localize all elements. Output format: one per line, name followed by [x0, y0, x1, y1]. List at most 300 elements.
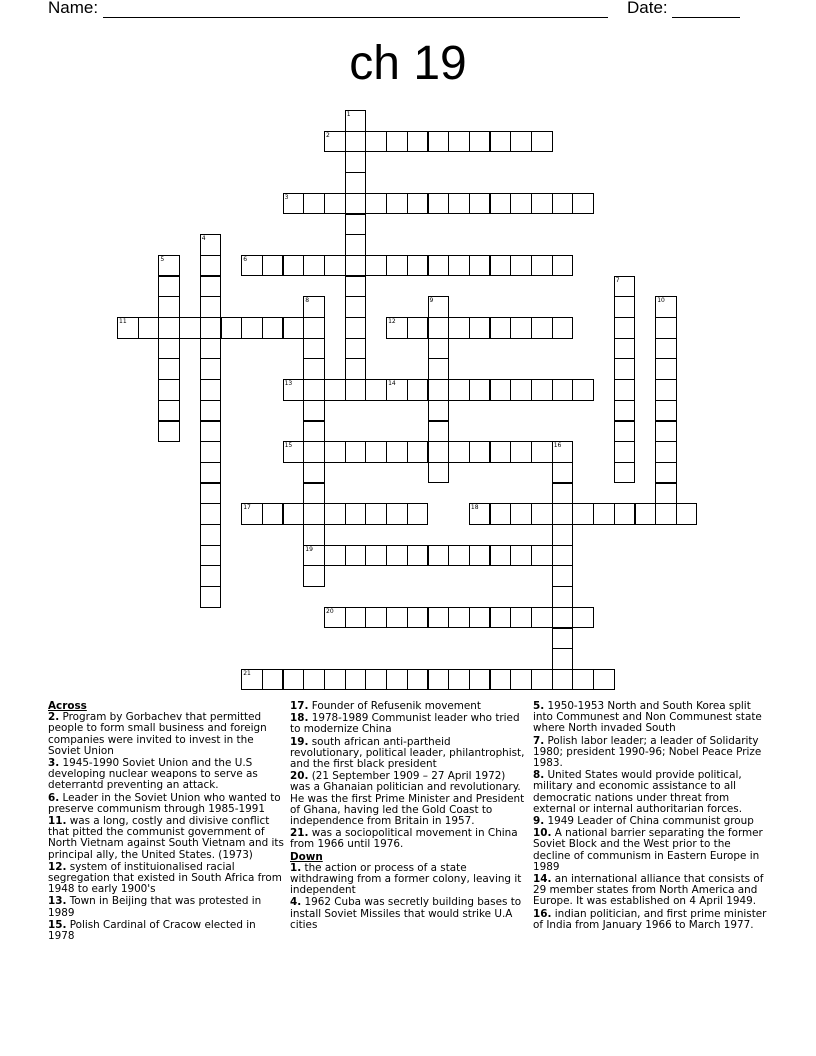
clue-number: 1 — [346, 111, 351, 118]
crossword-cell[interactable] — [345, 110, 367, 132]
crossword-cell[interactable] — [303, 296, 325, 318]
crossword-cell[interactable] — [365, 441, 387, 463]
crossword-cell[interactable] — [407, 379, 429, 401]
clue-num: 8. — [533, 769, 545, 782]
crossword-cell[interactable] — [428, 338, 450, 360]
clue-column-3 — [533, 701, 769, 932]
crossword-cell[interactable] — [407, 131, 429, 153]
crossword-cell[interactable] — [345, 338, 367, 360]
crossword-cell[interactable] — [510, 131, 532, 153]
crossword-cell[interactable] — [593, 503, 615, 525]
page-title: ch 19 — [349, 37, 467, 90]
crossword-cell[interactable] — [262, 669, 284, 691]
crossword-cell[interactable] — [490, 193, 512, 215]
crossword-cell[interactable] — [386, 545, 408, 567]
crossword-cell[interactable] — [469, 503, 491, 525]
crossword-cell[interactable] — [531, 503, 553, 525]
crossword-cell[interactable] — [490, 379, 512, 401]
crossword-cell[interactable] — [490, 317, 512, 339]
crossword-cell[interactable] — [490, 131, 512, 153]
crossword-cell[interactable] — [655, 503, 677, 525]
crossword-cell[interactable] — [386, 607, 408, 629]
crossword-cell[interactable] — [283, 193, 305, 215]
clue-num: 9. — [533, 815, 545, 828]
crossword-cell[interactable] — [428, 193, 450, 215]
crossword-cell[interactable] — [428, 296, 450, 318]
crossword-cell[interactable] — [428, 607, 450, 629]
crossword-cell[interactable] — [386, 317, 408, 339]
crossword-cell[interactable] — [531, 193, 553, 215]
crossword-cell[interactable] — [200, 421, 222, 443]
crossword-cell[interactable] — [386, 441, 408, 463]
crossword-cell[interactable] — [428, 255, 450, 277]
name-label: Name: — [48, 0, 99, 17]
crossword-cell[interactable] — [365, 503, 387, 525]
crossword-cell[interactable] — [200, 565, 222, 587]
crossword-cell[interactable] — [365, 255, 387, 277]
crossword-cell[interactable] — [469, 131, 491, 153]
across-clue — [48, 896, 284, 918]
crossword-cell[interactable] — [386, 193, 408, 215]
crossword-cell[interactable] — [200, 441, 222, 463]
crossword-cell[interactable] — [510, 255, 532, 277]
crossword-cell[interactable] — [345, 172, 367, 194]
clue-number: 8 — [305, 297, 310, 305]
crossword-cell[interactable] — [490, 545, 512, 567]
clue-number: 21 — [243, 669, 251, 677]
clue-number: 6 — [243, 255, 248, 263]
crossword-cell[interactable] — [283, 317, 305, 339]
crossword-cell[interactable] — [200, 462, 222, 484]
crossword-cell[interactable] — [635, 503, 657, 525]
clue-number: 13 — [284, 380, 293, 388]
crossword-cell[interactable] — [676, 503, 698, 525]
crossword-cell[interactable] — [365, 131, 387, 153]
crossword-cell[interactable] — [365, 379, 387, 401]
crossword-cell[interactable] — [655, 338, 677, 360]
crossword-cell[interactable] — [552, 441, 574, 463]
crossword-cell[interactable] — [324, 255, 346, 277]
crossword-cell[interactable] — [614, 400, 636, 422]
clue-text: 1978-1989 Communist leader who tried to modernize China — [290, 712, 520, 736]
crossword-cell[interactable] — [345, 131, 367, 153]
crossword-cell[interactable] — [572, 379, 594, 401]
crossword-cell[interactable] — [448, 669, 470, 691]
crossword-cell[interactable] — [614, 317, 636, 339]
crossword-cell[interactable] — [324, 131, 346, 153]
crossword-cell[interactable] — [200, 234, 222, 256]
down-clue — [533, 909, 769, 931]
crossword-cell[interactable] — [158, 296, 180, 318]
crossword-cell[interactable] — [324, 379, 346, 401]
clue-text: Polish Cardinal of Cracow elected in 1978 — [48, 918, 256, 943]
crossword-cell[interactable] — [552, 648, 574, 670]
clue-num: 1. — [290, 861, 302, 874]
crossword-cell[interactable] — [303, 483, 325, 505]
crossword-cell[interactable] — [552, 503, 574, 525]
crossword-cell[interactable] — [303, 462, 325, 484]
crossword-cell[interactable] — [531, 545, 553, 567]
crossword-cell[interactable] — [531, 669, 553, 691]
crossword-cell[interactable] — [552, 193, 574, 215]
crossword-cell[interactable] — [510, 669, 532, 691]
crossword-cell[interactable] — [593, 669, 615, 691]
crossword-cell[interactable] — [303, 669, 325, 691]
clue-num: 18. — [290, 712, 309, 725]
clue-text: Founder of Refusenik movement — [308, 700, 481, 712]
clue-num: 19. — [290, 735, 309, 748]
crossword-cell[interactable] — [324, 669, 346, 691]
across-clue — [290, 713, 526, 735]
across-clue — [48, 862, 284, 896]
clue-text: Leader in the Soviet Union who wanted to preserve communism through 1985-1991 — [48, 791, 281, 815]
crossword-cell[interactable] — [469, 193, 491, 215]
crossword-cell[interactable] — [490, 607, 512, 629]
clue-num: 21. — [290, 827, 309, 840]
clue-text: 1950-1953 North and South Korea split into Communest and Non Communest state where North invaded South — [533, 700, 762, 735]
crossword-cell[interactable] — [490, 503, 512, 525]
crossword-cell[interactable] — [262, 503, 284, 525]
crossword-cell[interactable] — [407, 255, 429, 277]
clue-text: system of instituionalised racial segregation that existed in South Africa from 1948 to early 1900's — [48, 860, 282, 896]
crossword-cell[interactable] — [428, 545, 450, 567]
crossword-cell[interactable] — [407, 607, 429, 629]
clue-text: United States would provide political, military and economic assistance to all democratic nations under threat from external or internal authoritarian forces. — [533, 769, 743, 815]
crossword-cell[interactable] — [303, 358, 325, 380]
crossword-cell[interactable] — [386, 503, 408, 525]
crossword-cell[interactable] — [303, 338, 325, 360]
clue-text: south african anti-partheid revolutionary, political leader, philantrophist, and the first black president — [290, 735, 525, 771]
crossword-cell[interactable] — [469, 379, 491, 401]
across-clue — [48, 920, 284, 942]
down-clue — [290, 863, 526, 897]
crossword-cell[interactable] — [552, 607, 574, 629]
crossword-cell[interactable] — [572, 193, 594, 215]
crossword-cell[interactable] — [428, 400, 450, 422]
down-clue — [533, 874, 769, 908]
clue-text: 1945-1990 Soviet Union and the U.S developing nuclear weapons to serve as deterrantd preventing an attack. — [48, 757, 258, 792]
crossword-cell[interactable] — [324, 545, 346, 567]
down-clue — [533, 828, 769, 873]
clue-text: an international alliance that consists of 29 member states from North America and Europe. It was established on 4 April 1949. — [533, 873, 764, 908]
crossword-cell[interactable] — [448, 193, 470, 215]
crossword-cell[interactable] — [345, 379, 367, 401]
crossword-cell[interactable] — [386, 669, 408, 691]
crossword-cell[interactable] — [510, 545, 532, 567]
crossword-cell[interactable] — [345, 669, 367, 691]
crossword-cell[interactable] — [655, 421, 677, 443]
crossword-cell[interactable] — [345, 255, 367, 277]
crossword-cell[interactable] — [655, 400, 677, 422]
crossword-cell[interactable] — [345, 151, 367, 173]
crossword-cell[interactable] — [428, 462, 450, 484]
clue-text: A national barrier separating the former Soviet Block and the West prior to the decline of communism in Eastern Europe in 1989 — [533, 827, 763, 873]
crossword-cell[interactable] — [552, 524, 574, 546]
crossword-cell[interactable] — [531, 317, 553, 339]
crossword-cell[interactable] — [365, 607, 387, 629]
crossword-cell[interactable] — [428, 441, 450, 463]
crossword-cell[interactable] — [200, 276, 222, 298]
crossword-cell[interactable] — [531, 379, 553, 401]
crossword-cell[interactable] — [469, 607, 491, 629]
clue-number: 17 — [243, 504, 251, 512]
clue-text: the action or process of a state withdrawing from a former colony, leaving it independent — [290, 861, 522, 897]
crossword-cell[interactable] — [531, 255, 553, 277]
clue-column-1 — [48, 701, 284, 943]
crossword-cell[interactable] — [407, 441, 429, 463]
crossword-cell[interactable] — [552, 317, 574, 339]
crossword-cell[interactable] — [283, 441, 305, 463]
crossword-cell[interactable] — [303, 441, 325, 463]
crossword-cell[interactable] — [324, 193, 346, 215]
clue-number: 2 — [326, 131, 330, 139]
crossword-cell[interactable] — [324, 503, 346, 525]
clue-number: 5 — [160, 255, 165, 263]
clue-number: 15 — [284, 442, 293, 450]
clue-num: 2. — [48, 711, 60, 724]
crossword-cell[interactable] — [469, 545, 491, 567]
crossword-cell[interactable] — [158, 276, 180, 298]
crossword-cell[interactable] — [345, 441, 367, 463]
crossword-cell[interactable] — [262, 255, 284, 277]
clue-text: (21 September 1909 – 27 April 1972) was a Ghanaian politician and revolutionary. He was the first Prime Minister and President of Ghana, having led the Gold Coast to independence from Britain in 1957. — [290, 770, 525, 828]
crossword-cell[interactable] — [614, 338, 636, 360]
crossword-cell[interactable] — [448, 379, 470, 401]
crossword-cell[interactable] — [614, 503, 636, 525]
crossword-cell[interactable] — [614, 358, 636, 380]
crossword-cell[interactable] — [303, 524, 325, 546]
crossword-cell[interactable] — [158, 358, 180, 380]
crossword-cell[interactable] — [386, 131, 408, 153]
down-clue — [533, 816, 769, 827]
crossword-cell[interactable] — [510, 379, 532, 401]
crossword-cell[interactable] — [552, 565, 574, 587]
crossword-cell[interactable] — [531, 131, 553, 153]
crossword-cell[interactable] — [117, 317, 139, 339]
crossword-cell[interactable] — [448, 607, 470, 629]
crossword-cell[interactable] — [283, 503, 305, 525]
crossword-cell[interactable] — [428, 317, 450, 339]
crossword-cell[interactable] — [490, 255, 512, 277]
crossword-cell[interactable] — [531, 607, 553, 629]
crossword-cell[interactable] — [510, 317, 532, 339]
crossword-cell[interactable] — [572, 503, 594, 525]
crossword-cell[interactable] — [345, 317, 367, 339]
crossword-cell[interactable] — [469, 441, 491, 463]
crossword-cell[interactable] — [510, 441, 532, 463]
crossword-cell[interactable] — [345, 234, 367, 256]
crossword-cell[interactable] — [510, 503, 532, 525]
crossword-cell[interactable] — [200, 358, 222, 380]
crossword-cell[interactable] — [428, 131, 450, 153]
crossword-cell[interactable] — [552, 462, 574, 484]
crossword-cell[interactable] — [303, 400, 325, 422]
crossword-cell[interactable] — [655, 483, 677, 505]
crossword-cell[interactable] — [303, 193, 325, 215]
across-clue — [290, 701, 526, 712]
crossword-cell[interactable] — [345, 296, 367, 318]
crossword-cell[interactable] — [655, 358, 677, 380]
clue-text: was a long, costly and divisive conflict that pitted the communist government of North Vietnam against South Vietnam and its principal ally, the United States. (1973) — [48, 815, 284, 861]
crossword-cell[interactable] — [158, 317, 180, 339]
crossword-cell[interactable] — [241, 317, 263, 339]
crossword-cell[interactable] — [407, 669, 429, 691]
crossword-cell[interactable] — [200, 483, 222, 505]
crossword-cell[interactable] — [407, 193, 429, 215]
crossword-cell[interactable] — [324, 607, 346, 629]
clue-number: 18 — [470, 504, 479, 512]
crossword-cell[interactable] — [324, 441, 346, 463]
crossword-cell[interactable] — [552, 628, 574, 650]
section-heading: Down — [290, 850, 323, 863]
crossword-cell[interactable] — [158, 379, 180, 401]
crossword-cell[interactable] — [365, 545, 387, 567]
crossword-cell[interactable] — [200, 296, 222, 318]
crossword-cell[interactable] — [303, 545, 325, 567]
crossword-cell[interactable] — [531, 441, 553, 463]
crossword-cell[interactable] — [138, 317, 160, 339]
crossword-cell[interactable] — [552, 545, 574, 567]
crossword-cell[interactable] — [200, 586, 222, 608]
crossword-cell[interactable] — [655, 441, 677, 463]
crossword-cell[interactable] — [200, 317, 222, 339]
crossword-cell[interactable] — [158, 400, 180, 422]
crossword-cell[interactable] — [345, 358, 367, 380]
crossword-cell[interactable] — [407, 545, 429, 567]
crossword-cell[interactable] — [614, 379, 636, 401]
clue-num: 10. — [533, 827, 552, 840]
crossword-cell[interactable] — [345, 276, 367, 298]
crossword-cell[interactable] — [283, 255, 305, 277]
crossword-cell[interactable] — [552, 586, 574, 608]
clue-num: 3. — [48, 757, 60, 770]
crossword-cell[interactable] — [510, 193, 532, 215]
crossword-cell[interactable] — [303, 379, 325, 401]
crossword-cell[interactable] — [200, 400, 222, 422]
crossword-cell[interactable] — [469, 255, 491, 277]
crossword-cell[interactable] — [448, 317, 470, 339]
clue-num: 5. — [533, 700, 545, 712]
crossword-cell[interactable] — [572, 669, 594, 691]
crossword-cell[interactable] — [655, 317, 677, 339]
crossword-cell[interactable] — [283, 379, 305, 401]
crossword-cell[interactable] — [552, 379, 574, 401]
crossword-cell[interactable] — [469, 317, 491, 339]
crossword-cell[interactable] — [448, 441, 470, 463]
crossword-cell[interactable] — [241, 669, 263, 691]
crossword-cell[interactable] — [200, 503, 222, 525]
crossword-cell[interactable] — [655, 296, 677, 318]
across-clue — [290, 828, 526, 850]
crossword-cell[interactable] — [552, 255, 574, 277]
clue-text: Program by Gorbachev that permitted people to form small business and foreign companies were invited to invest in the Soviet Union — [48, 711, 267, 757]
crossword-cell[interactable] — [428, 379, 450, 401]
crossword-cell[interactable] — [448, 545, 470, 567]
crossword-cell[interactable] — [241, 503, 263, 525]
clue-text: 1949 Leader of China communist group — [544, 815, 754, 828]
crossword-cell[interactable] — [365, 193, 387, 215]
crossword-cell[interactable] — [158, 338, 180, 360]
crossword-cell[interactable] — [490, 441, 512, 463]
clue-num: 7. — [533, 734, 545, 747]
crossword-cell[interactable] — [262, 317, 284, 339]
across-clue — [290, 737, 526, 771]
crossword-cell[interactable] — [552, 483, 574, 505]
crossword-cell[interactable] — [614, 276, 636, 298]
crossword-cell[interactable] — [303, 317, 325, 339]
crossword-cell[interactable] — [345, 607, 367, 629]
section-heading: Across — [48, 700, 87, 712]
crossword-cell[interactable] — [448, 255, 470, 277]
crossword-cell[interactable] — [200, 545, 222, 567]
crossword-cell[interactable] — [221, 317, 243, 339]
crossword-cell[interactable] — [158, 421, 180, 443]
crossword-cell[interactable] — [614, 296, 636, 318]
clue-number: 20 — [326, 607, 334, 615]
crossword-cell[interactable] — [200, 338, 222, 360]
crossword-cell[interactable] — [200, 379, 222, 401]
crossword-cell[interactable] — [303, 565, 325, 587]
crossword-cell[interactable] — [490, 669, 512, 691]
across-clue — [48, 758, 284, 792]
crossword-cell[interactable] — [655, 379, 677, 401]
crossword-cell[interactable] — [345, 193, 367, 215]
crossword-cell[interactable] — [200, 255, 222, 277]
clue-num: 20. — [290, 770, 309, 783]
crossword-cell[interactable] — [655, 462, 677, 484]
crossword-cell[interactable] — [386, 379, 408, 401]
crossword-cell[interactable] — [303, 255, 325, 277]
clue-text: Polish labor leader; a leader of Solidarity 1980; president 1990-96; Nobel Peace Prize 1983. — [533, 734, 762, 770]
crossword-cell[interactable] — [386, 255, 408, 277]
across-clue — [48, 712, 284, 757]
crossword-cell[interactable] — [200, 524, 222, 546]
crossword-cell[interactable] — [345, 503, 367, 525]
clue-number: 12 — [388, 318, 396, 325]
crossword-cell[interactable] — [158, 255, 180, 277]
crossword-cell[interactable] — [407, 503, 429, 525]
crossword-cell[interactable] — [552, 669, 574, 691]
clue-text: indian politician, and first prime minister of India from January 1966 to March 1977. — [533, 907, 767, 931]
crossword-cell[interactable] — [510, 607, 532, 629]
crossword-cell[interactable] — [428, 669, 450, 691]
date-label: Date: — [627, 0, 668, 17]
crossword-cell[interactable] — [303, 421, 325, 443]
down-clue — [533, 736, 769, 770]
crossword-cell[interactable] — [572, 607, 594, 629]
crossword-cell[interactable] — [469, 669, 491, 691]
down-clue — [290, 897, 526, 931]
crossword-cell[interactable] — [448, 131, 470, 153]
crossword-cell[interactable] — [614, 462, 636, 484]
crossword-cell[interactable] — [428, 421, 450, 443]
crossword-cell[interactable] — [614, 421, 636, 443]
crossword-cell[interactable] — [241, 255, 263, 277]
clue-number: 16 — [553, 442, 562, 450]
crossword-cell[interactable] — [345, 545, 367, 567]
crossword-cell[interactable] — [614, 441, 636, 463]
down-clue — [533, 770, 769, 815]
crossword-cell[interactable] — [407, 317, 429, 339]
crossword-cell[interactable] — [303, 503, 325, 525]
crossword-cell[interactable] — [345, 214, 367, 236]
crossword-cell[interactable] — [428, 358, 450, 380]
crossword-cell[interactable] — [179, 317, 201, 339]
down-clue — [533, 701, 769, 735]
clue-num: 11. — [48, 815, 67, 828]
crossword-cell[interactable] — [283, 669, 305, 691]
crossword-cell[interactable] — [365, 669, 387, 691]
